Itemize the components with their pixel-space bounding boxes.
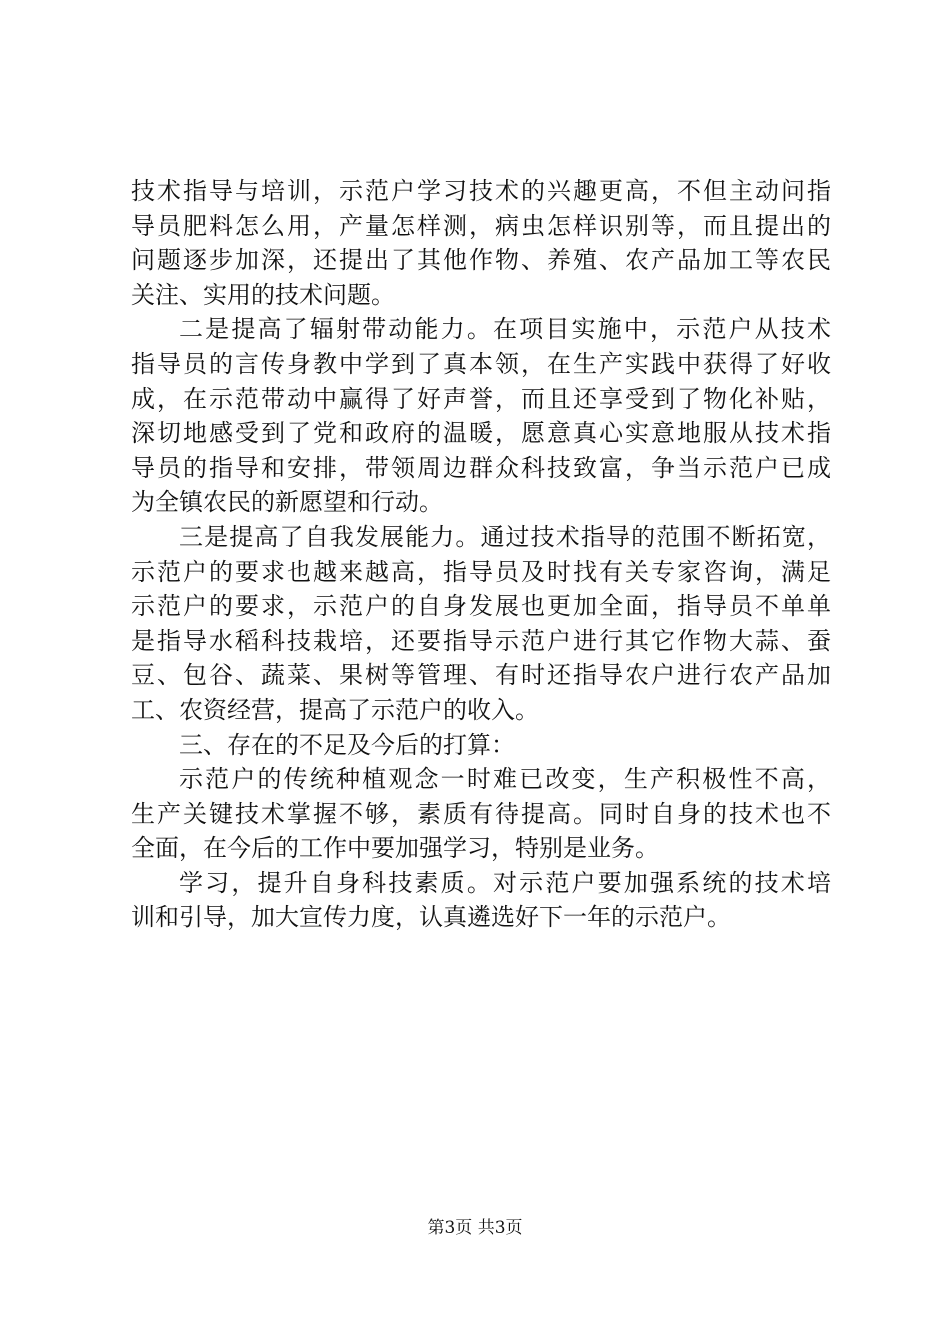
text-line: 技术指导与培训，示范户学习技术的兴趣更高，不但主动问指 — [131, 177, 831, 205]
text-line: 示范户的要求也越来越高，指导员及时找有关专家咨询，满足 — [131, 557, 831, 586]
text-line: 导员的指导和安排，带领周边群众科技致富，争当示范户已成 — [131, 453, 831, 482]
text-line: 生产关键技术掌握不够，素质有待提高。同时自身的技术也不 — [131, 799, 831, 828]
text-line: 豆、包谷、蔬菜、果树等管理、有时还指导农户进行农产品加 — [131, 661, 831, 690]
section-heading: 三、存在的不足及今后的打算： — [179, 730, 515, 759]
document-body — [131, 174, 831, 935]
text-line: 问题逐步加深，还提出了其他作物、养殖、农产品加工等农民 — [131, 246, 831, 275]
text-line: 训和引导，加大宣传力度，认真遴选好下一年的示范户。 — [131, 903, 731, 932]
text-line: 二是提高了辐射带动能力。在项目实施中，示范户从技术 — [179, 315, 831, 344]
text-line: 工、农资经营，提高了示范户的收入。 — [131, 695, 539, 724]
text-line: 导员肥料怎么用，产量怎样测，病虫怎样识别等，而且提出的 — [131, 211, 831, 240]
page-number-footer: 第3页 共3页 — [427, 1218, 523, 1238]
text-line: 关注、实用的技术问题。 — [131, 280, 395, 309]
text-line: 示范户的传统种植观念一时难已改变，生产积极性不高， — [179, 765, 831, 794]
text-line: 成，在示范带动中赢得了好声誉，而且还享受到了物化补贴， — [131, 384, 831, 413]
text-line: 是指导水稻科技栽培，还要指导示范户进行其它作物大蒜、蚕 — [131, 626, 831, 655]
text-line: 示范户的要求，示范户的自身发展也更加全面，指导员不单单 — [131, 592, 831, 621]
text-line: 指导员的言传身教中学到了真本领，在生产实践中获得了好收 — [131, 349, 831, 378]
text-line: 深切地感受到了党和政府的温暖，愿意真心实意地服从技术指 — [131, 419, 831, 448]
text-line: 为全镇农民的新愿望和行动。 — [131, 488, 443, 517]
text-line: 全面，在今后的工作中要加强学习，特别是业务。 — [131, 834, 659, 863]
text-line: 三是提高了自我发展能力。通过技术指导的范围不断拓宽， — [179, 522, 831, 551]
text-line: 学习，提升自身科技素质。对示范户要加强系统的技术培 — [179, 868, 831, 897]
